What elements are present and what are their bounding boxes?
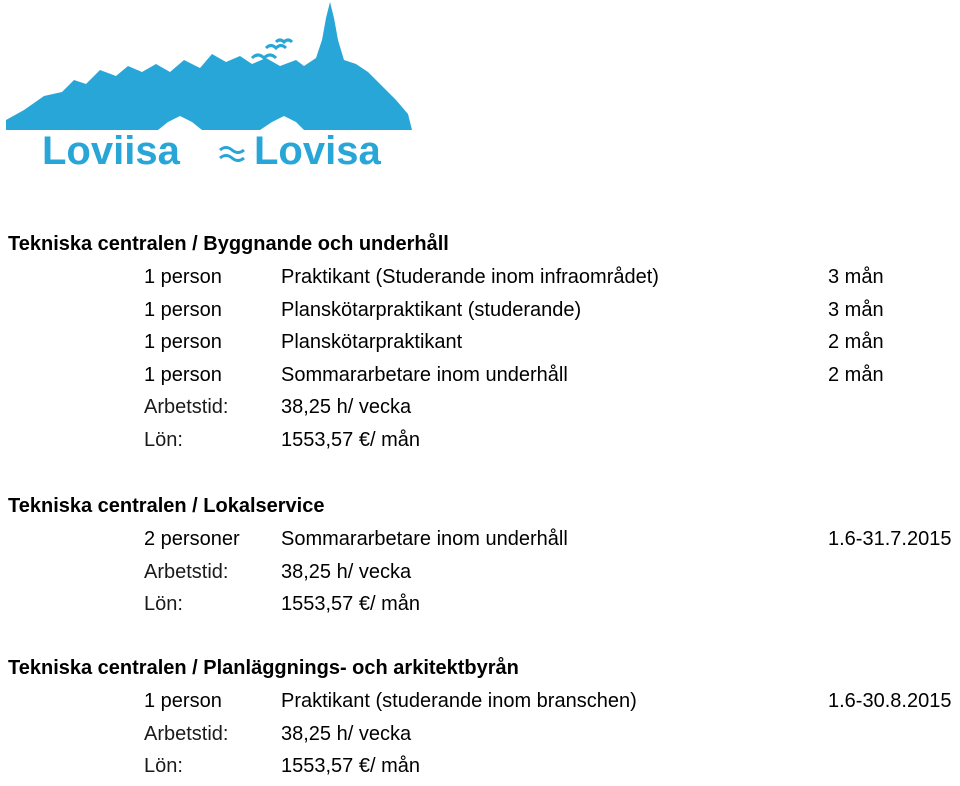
section-planlaggning xyxy=(8,656,958,786)
period: 3 mån xyxy=(828,298,884,321)
role: Praktikant (Studerande inom infraområdet) xyxy=(281,266,659,288)
hours-value: 38,25 h/ vecka xyxy=(281,560,412,583)
salary-value: 1553,57 €/ mån xyxy=(281,755,420,777)
period: 3 mån xyxy=(828,266,884,288)
salary-label: Lön: xyxy=(144,428,183,451)
role: Sommararbetare inom underhåll xyxy=(281,528,568,550)
period: 2 mån xyxy=(828,363,884,386)
hours-label: Arbetstid: xyxy=(144,396,229,418)
list-item xyxy=(8,329,958,362)
period: 1.6-30.8.2015 xyxy=(828,690,952,712)
period: 1.6-31.7.2015 xyxy=(828,528,952,550)
list-item xyxy=(8,264,958,297)
hours-value: 38,25 h/ vecka xyxy=(281,722,412,745)
salary-row xyxy=(8,753,958,786)
salary-label: Lön: xyxy=(144,593,183,615)
salary-value: 1553,57 €/ mån xyxy=(281,428,420,451)
hours-value: 38,25 h/ vecka xyxy=(281,396,412,418)
section-title: Tekniska centralen / Lokalservice xyxy=(8,495,325,517)
role: Planskötarpraktikant xyxy=(281,331,463,353)
list-item xyxy=(8,297,958,330)
role: Planskötarpraktikant (studerande) xyxy=(281,298,582,321)
person-count: 1 person xyxy=(144,690,222,712)
loviisa-lovisa-logo xyxy=(4,0,414,172)
hours-row xyxy=(8,559,958,592)
salary-row xyxy=(8,591,958,624)
role: Sommararbetare inom underhåll xyxy=(281,363,568,386)
hours-label: Arbetstid: xyxy=(144,722,229,745)
section-title: Tekniska centralen / Byggnande och underhåll xyxy=(8,233,449,255)
person-count: 1 person xyxy=(144,331,222,353)
person-count: 2 personer xyxy=(144,528,240,550)
salary-row xyxy=(8,427,958,460)
period: 2 mån xyxy=(828,331,884,353)
hours-label: Arbetstid: xyxy=(144,560,229,583)
list-item xyxy=(8,688,958,721)
svg-text:Loviisa: Loviisa xyxy=(42,129,180,172)
salary-value: 1553,57 €/ mån xyxy=(281,593,420,615)
hours-row xyxy=(8,721,958,754)
person-count: 1 person xyxy=(144,298,222,321)
svg-text:Lovisa: Lovisa xyxy=(254,129,381,172)
list-item xyxy=(8,526,958,559)
role: Praktikant (studerande inom branschen) xyxy=(281,690,637,712)
section-lokalservice xyxy=(8,494,958,624)
section-byggnande xyxy=(8,232,958,459)
town-skyline-icon xyxy=(4,0,414,172)
section-title: Tekniska centralen / Planläggnings- och arkitektbyrån xyxy=(8,657,519,679)
person-count: 1 person xyxy=(144,363,222,386)
list-item xyxy=(8,362,958,395)
hours-row xyxy=(8,394,958,427)
person-count: 1 person xyxy=(144,266,222,288)
salary-label: Lön: xyxy=(144,755,183,777)
